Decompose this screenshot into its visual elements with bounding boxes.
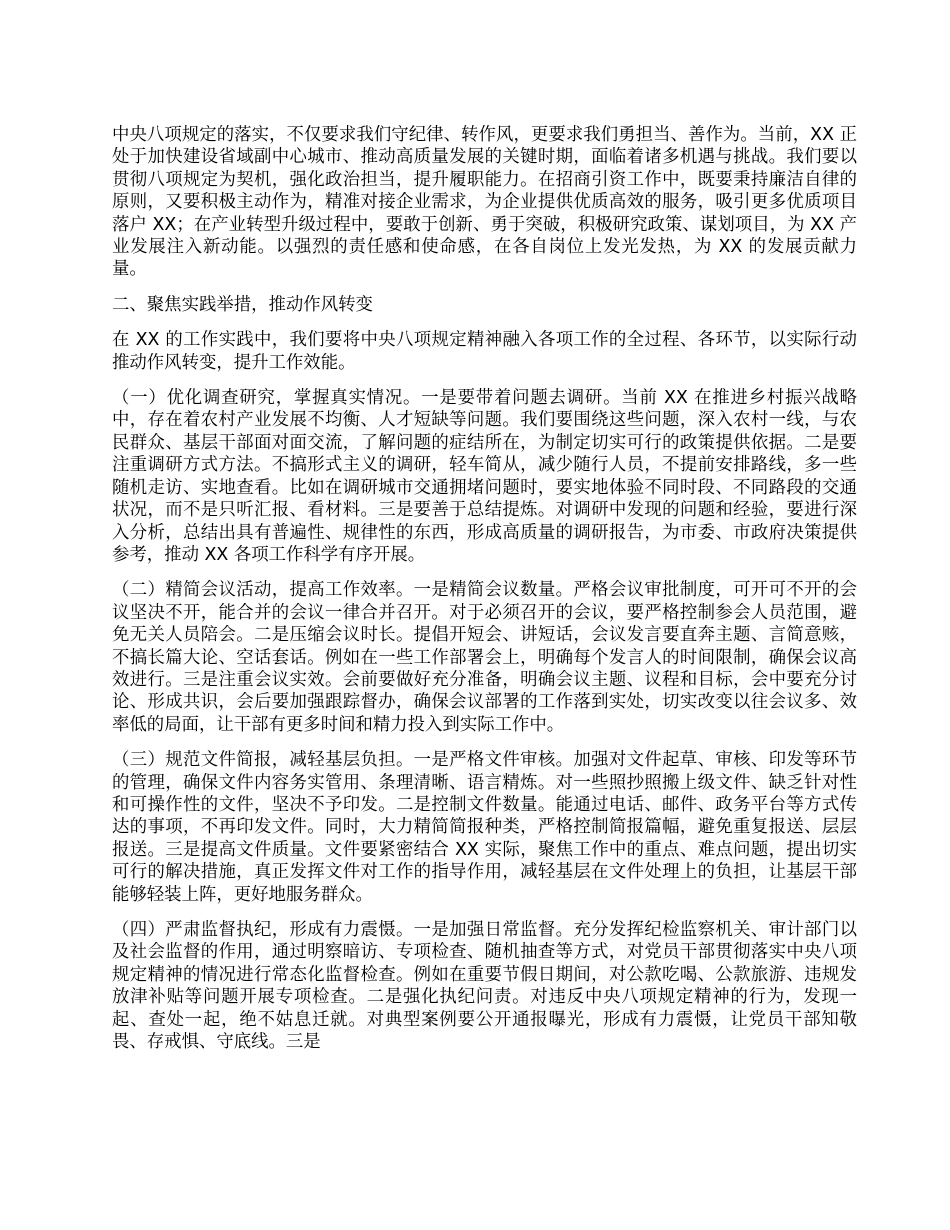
paragraph-item-2: （二）精简会议活动，提高工作效率。一是精简会议数量。严格会议审批制度，可开可不开的会议坚决不开，能合并的会议一律合并召开。对于必须召开的会议，要严格控制参会人员范围，避免无关人员陪会。二是压缩会议时长。提倡开短会、讲短话，会议发言要直奔主题、言简意赅，不搞长篇大论、空话套话。例如在一些工作部署会上，明确每个发言人的时间限制，确保会议高效进行。三是注重会议实效。会前要做好充分准备，明确会议主题、议程和目标，会中要充分讨论、形成共识，会后要加强跟踪督办，确保会议部署的工作落到实处，切实改变以往会议多、效率低的局面，让干部有更多时间和精力投入到实际工作中。 bbox=[112, 580, 857, 735]
section-heading-2: 二、聚焦实践举措，推动作风转变 bbox=[112, 294, 373, 315]
document-page bbox=[112, 124, 857, 1066]
paragraph-item-4: （四）严肃监督执纪，形成有力震慑。一是加强日常监督。充分发挥纪检监察机关、审计部门以及社会监督的作用，通过明察暗访、专项检查、随机抽查等方式，对党员干部贯彻落实中央八项规定精神的情况进行常态化监督检查。例如在重要节假日期间，对公款吃喝、公款旅游、违规发放津补贴等问题开展专项检查。二是强化执纪问责。对违反中央八项规定精神的行为，发现一起、查处一起，绝不姑息迁就。对典型案例要公开通报曝光，形成有力震慑，让党员干部知敬畏、存戒惧、守底线。三是 bbox=[112, 920, 857, 1053]
paragraph-item-1: （一）优化调查研究，掌握真实情况。一是要带着问题去调研。当前 XX 在推进乡村振兴战略中，存在着农村产业发展不均衡、人才短缺等问题。我们要围绕这些问题，深入农村一线，与农民群众、基层干部面对面交流，了解问题的症结所在，为制定切实可行的政策提供依据。二是要注重调研方式方法。不搞形式主义的调研，轻车简从，减少随行人员，不提前安排路线，多一些随机走访、实地查看。比如在调研城市交通拥堵问题时，要实地体验不同时段、不同路段的交通状况，而不是只听汇报、看材料。三是要善于总结提炼。对调研中发现的问题和经验，要进行深入分析，总结出具有普遍性、规律性的东西，形成高质量的调研报告，为市委、市政府决策提供参考，推动 XX 各项工作科学有序开展。 bbox=[112, 388, 857, 565]
paragraph-item-3: （三）规范文件简报，减轻基层负担。一是严格文件审核。加强对文件起草、审核、印发等环节的管理，确保文件内容务实管用、条理清晰、语言精炼。对一些照抄照搬上级文件、缺乏针对性和可操作性的文件，坚决不予印发。二是控制文件数量。能通过电话、邮件、政务平台等方式传达的事项，不再印发文件。同时，大力精简简报种类，严格控制简报篇幅，避免重复报送、层层报送。三是提高文件质量。文件要紧密结合 XX 实际，聚焦工作中的重点、难点问题，提出切实可行的解决措施，真正发挥文件对工作的指导作用，减轻基层在文件处理上的负担，让基层干部能够轻装上阵，更好地服务群众。 bbox=[112, 750, 857, 905]
paragraph-intro: 中央八项规定的落实，不仅要求我们守纪律、转作风，更要求我们勇担当、善作为。当前，XX 正处于加快建设省域副中心城市、推动高质量发展的关键时期，面临着诸多机遇与挑战。我们要以贯彻八项规定为契机，强化政治担当，提升履职能力。在招商引资工作中，既要秉持廉洁自律的原则，又要积极主动作为，精准对接企业需求，为企业提供优质高效的服务，吸引更多优质项目落户 XX；在产业转型升级过程中，要敢于创新、勇于突破，积极研究政策、谋划项目，为 XX 产业发展注入新动能。以强烈的责任感和使命感，在各自岗位上发光发热，为 XX 的发展贡献力量。 bbox=[112, 125, 857, 280]
paragraph-section-2-intro: 在 XX 的工作实践中，我们要将中央八项规定精神融入各项工作的全过程、各环节，以实际行动推动作风转变，提升工作效能。 bbox=[112, 330, 857, 373]
